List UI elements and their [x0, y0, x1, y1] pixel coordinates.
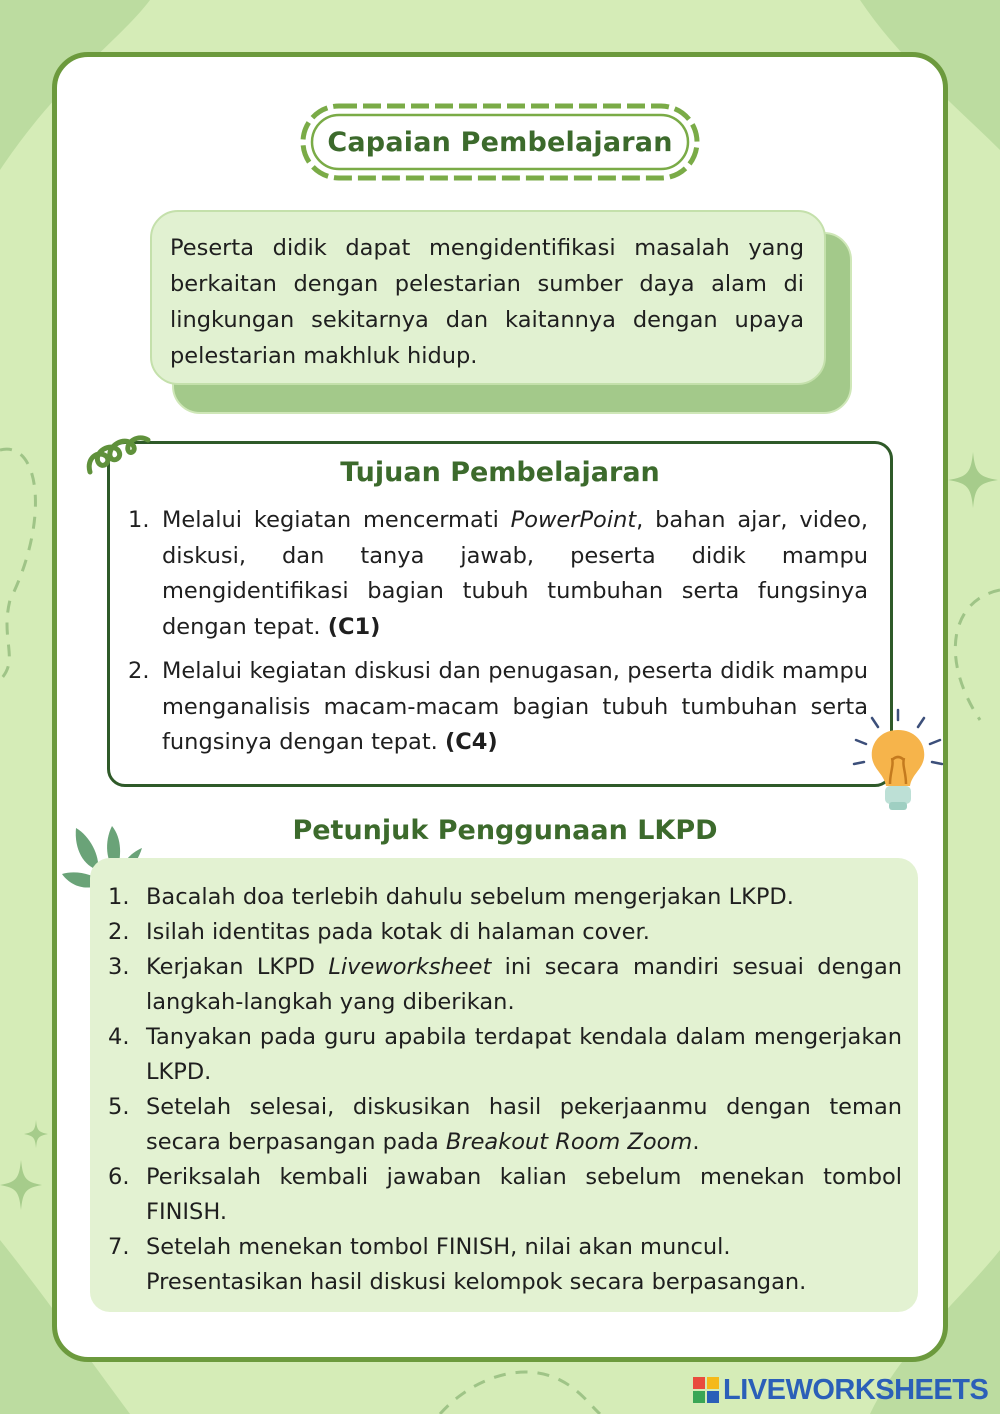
sparkle-icon	[0, 1160, 42, 1210]
list-item	[108, 1160, 902, 1230]
item-text-part: Presentasikan hasil diskusi kelompok secara berpasangan.	[146, 1269, 807, 1295]
capaian-text: Peserta didik dapat mengidentifikasi masalah yang berkaitan dengan pelestarian sumber daya alam di lingkungan sekitarnya dan kaitannya dengan upaya pelestarian makhluk hidup.	[170, 235, 804, 369]
capaian-title: Capaian Pembelajaran	[327, 126, 673, 158]
cognitive-level-tag: (C1)	[327, 613, 381, 640]
item-text	[146, 1090, 902, 1160]
sparkle-icon	[24, 1120, 48, 1148]
item-text	[162, 654, 868, 761]
sparkle-icon	[948, 452, 998, 508]
item-text-part: Kerjakan LKPD	[146, 954, 329, 980]
lightbulb-icon	[850, 708, 946, 814]
list-item	[108, 880, 902, 915]
petunjuk-title: Petunjuk Penggunaan LKPD	[292, 815, 718, 846]
item-text	[146, 950, 902, 1020]
item-text	[162, 503, 868, 645]
item-text-part: Setelah selesai, diskusikan hasil pekerjaanmu dengan teman secara berpasangan pada	[146, 1094, 902, 1155]
brand-name: LIVEWORKSHEETS	[723, 1373, 989, 1406]
petunjuk-list	[108, 880, 902, 1300]
list-item	[108, 1230, 902, 1300]
list-item	[108, 915, 902, 950]
item-number: 4.	[108, 1024, 130, 1050]
list-item	[108, 1020, 902, 1090]
item-text: Bacalah doa terlebih dahulu sebelum mengerjakan LKPD.	[146, 884, 794, 910]
item-number: 1.	[108, 884, 130, 910]
item-text-part: Melalui kegiatan mencermati	[162, 507, 511, 533]
item-text	[146, 1230, 902, 1300]
list-item	[108, 950, 902, 1020]
item-emphasis: Breakout Room Zoom	[445, 1129, 693, 1155]
item-text-part: .	[692, 1129, 700, 1155]
capaian-box	[150, 210, 826, 385]
item-number: 5.	[108, 1094, 130, 1120]
item-number: 2.	[128, 658, 150, 684]
list-item	[108, 1090, 902, 1160]
liveworksheets-logo-icon	[693, 1377, 719, 1403]
list-item	[128, 503, 868, 645]
item-number: 1.	[128, 507, 150, 533]
item-text-part: , bahan ajar, video, diskusi, dan tanya jawab, peserta didik mampu mengidentifikasi bagian tubuh tumbuhan serta fungsinya dengan tepat.	[162, 507, 868, 640]
item-emphasis: PowerPoint	[510, 507, 637, 533]
list-item	[128, 654, 868, 761]
item-text-part: Melalui kegiatan diskusi dan penugasan, peserta didik mampu menganalisis macam-macam bagian tubuh tumbuhan serta fungsinya dengan tepat.	[162, 658, 868, 755]
item-text-part: Setelah menekan tombol FINISH, nilai akan muncul.	[146, 1234, 731, 1260]
item-text: Tanyakan pada guru apabila terdapat kendala dalam mengerjakan LKPD.	[146, 1024, 902, 1085]
item-text: Isilah identitas pada kotak di halaman cover.	[146, 919, 650, 945]
liveworksheets-logo[interactable]	[693, 1372, 988, 1408]
tujuan-title: Tujuan Pembelajaran	[340, 457, 660, 488]
item-emphasis: Liveworksheet	[328, 954, 492, 980]
item-number: 2.	[108, 919, 130, 945]
tujuan-list	[128, 503, 868, 761]
item-number: 7.	[108, 1234, 130, 1260]
capaian-title-badge	[300, 103, 700, 181]
item-text-part: ini secara mandiri sesuai dengan langkah-langkah yang diberikan.	[146, 954, 902, 1015]
item-number: 3.	[108, 954, 130, 980]
cognitive-level-tag: (C4)	[444, 729, 498, 755]
item-text: Periksalah kembali jawaban kalian sebelum menekan tombol FINISH.	[146, 1164, 902, 1225]
item-number: 6.	[108, 1164, 130, 1190]
